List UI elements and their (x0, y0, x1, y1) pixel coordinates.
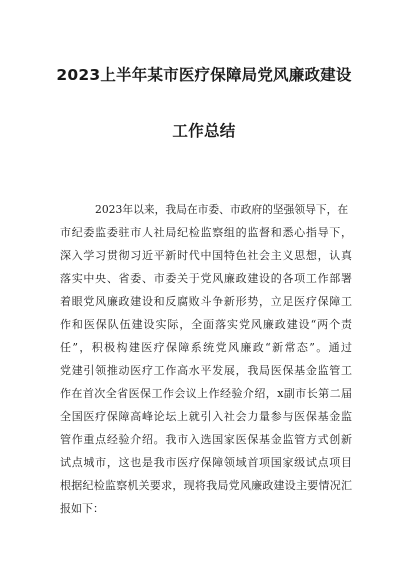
paragraph-line: 报如下： (60, 502, 104, 515)
paragraph-line: 管作重点经验介绍。我市入选国家医保基金监管方式创新 (60, 433, 352, 446)
paragraph-line: 党建引领推动医疗工作高水平发展，我局医保基金监管工 (60, 364, 352, 377)
paragraph-line: 着眼党风廉政建设和反腐败斗争新形势，立足医疗保障工 (60, 295, 352, 308)
paragraph-line: 根据纪检监察机关要求，现将我局党风廉政建设主要情况汇 (60, 479, 352, 492)
paragraph-line: 落实中央、省委、市委关于党风廉政建设的各项工作部署 (60, 272, 352, 285)
document-title-line-1: 2023上半年某市医疗保障局党风廉政建设 (56, 66, 352, 84)
paragraph-line: 任”，积极构建医疗保障系统党风廉政“新常态”。通过 (60, 341, 352, 354)
paragraph-line: 市纪委监委驻市人社局纪检监察组的监督和悉心指导下， (60, 226, 352, 239)
document-title-line-2: 工作总结 (172, 122, 236, 140)
paragraph-line: 全国医疗保障高峰论坛上就引入社会力量参与医保基金监 (60, 410, 352, 423)
paragraph-line: 试点城市，这也是我市医疗保障领域首项国家级试点项目 (60, 456, 352, 469)
paragraph-line: 深入学习贯彻习近平新时代中国特色社会主义思想，认真 (60, 249, 352, 262)
paragraph-line: 作和医保队伍建设实际，全面落实党风廉政建设“两个责 (60, 318, 352, 331)
paragraph-line: 作在首次全省医保工作会议上作经验介绍，x副市长第二届 (60, 387, 352, 400)
paragraph-line: 2023年以来，我局在市委、市政府的坚强领导下，在 (95, 203, 349, 216)
